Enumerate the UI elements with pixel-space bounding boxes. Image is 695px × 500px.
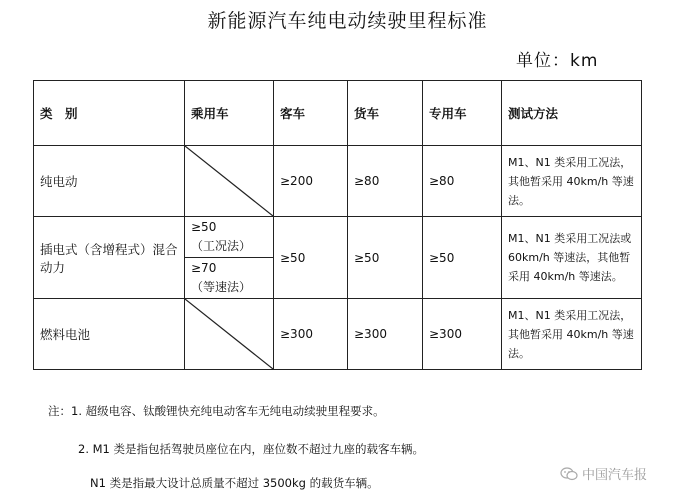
header-special: 专用车	[423, 81, 502, 146]
pure-ev-truck: ≥80	[348, 146, 423, 217]
note-3: N1 类是指最大设计总质量不超过 3500kg 的载货车辆。	[90, 476, 379, 490]
passenger-not-applicable	[185, 146, 274, 217]
watermark	[560, 464, 647, 483]
table-row-pure-ev	[34, 146, 642, 217]
plugin-bus: ≥50	[274, 217, 348, 299]
header-passenger: 乘用车	[185, 81, 274, 146]
table-header-row	[34, 81, 642, 146]
header-truck: 货车	[348, 81, 423, 146]
plugin-passenger-constant-note: （等速法）	[191, 280, 252, 294]
plugin-truck: ≥50	[348, 217, 423, 299]
category-plugin: 插电式（含增程式）混合动力	[34, 217, 185, 299]
fuel-cell-bus: ≥300	[274, 299, 348, 370]
note-1: 注：1. 超级电容、钛酸锂快充纯电动客车无纯电动续驶里程要求。	[48, 404, 385, 418]
fuel-cell-truck: ≥300	[348, 299, 423, 370]
header-bus: 客车	[274, 81, 348, 146]
plugin-special: ≥50	[423, 217, 502, 299]
note-2: 2. M1 类是指包括驾驶员座位在内，座位数不超过九座的载客车辆。	[78, 442, 425, 456]
header-method: 测试方法	[502, 81, 642, 146]
plugin-passenger-constant	[185, 258, 274, 299]
category-pure-ev: 纯电动	[34, 146, 185, 217]
pure-ev-special: ≥80	[423, 146, 502, 217]
diagonal-slash	[185, 299, 273, 369]
passenger-not-applicable	[185, 299, 274, 370]
table-row-fuel-cell	[34, 299, 642, 370]
plugin-passenger-cycle	[185, 217, 274, 258]
header-category: 类 别	[34, 81, 185, 146]
plugin-passenger-cycle-note: （工况法）	[191, 239, 252, 253]
watermark-text: 中国汽车报	[582, 468, 648, 483]
category-fuel-cell: 燃料电池	[34, 299, 185, 370]
range-standard-table	[33, 80, 642, 370]
diagonal-slash	[185, 146, 273, 216]
wechat-icon	[560, 467, 578, 481]
fuel-cell-special: ≥300	[423, 299, 502, 370]
plugin-method: M1、N1 类采用工况法或 60km/h 等速法，其他暂采用 40km/h 等速法。	[502, 217, 642, 299]
plugin-passenger-cycle-value: ≥50	[191, 220, 217, 234]
pure-ev-method: M1、N1 类采用工况法，其他暂采用 40km/h 等速法。	[502, 146, 642, 217]
unit-label: 单位：km	[516, 51, 599, 71]
pure-ev-bus: ≥200	[274, 146, 348, 217]
table-row-plugin	[34, 217, 642, 258]
plugin-passenger-constant-value: ≥70	[191, 261, 217, 275]
page-title: 新能源汽车纯电动续驶里程标准	[207, 10, 488, 32]
fuel-cell-method: M1、N1 类采用工况法，其他暂采用 40km/h 等速法。	[502, 299, 642, 370]
